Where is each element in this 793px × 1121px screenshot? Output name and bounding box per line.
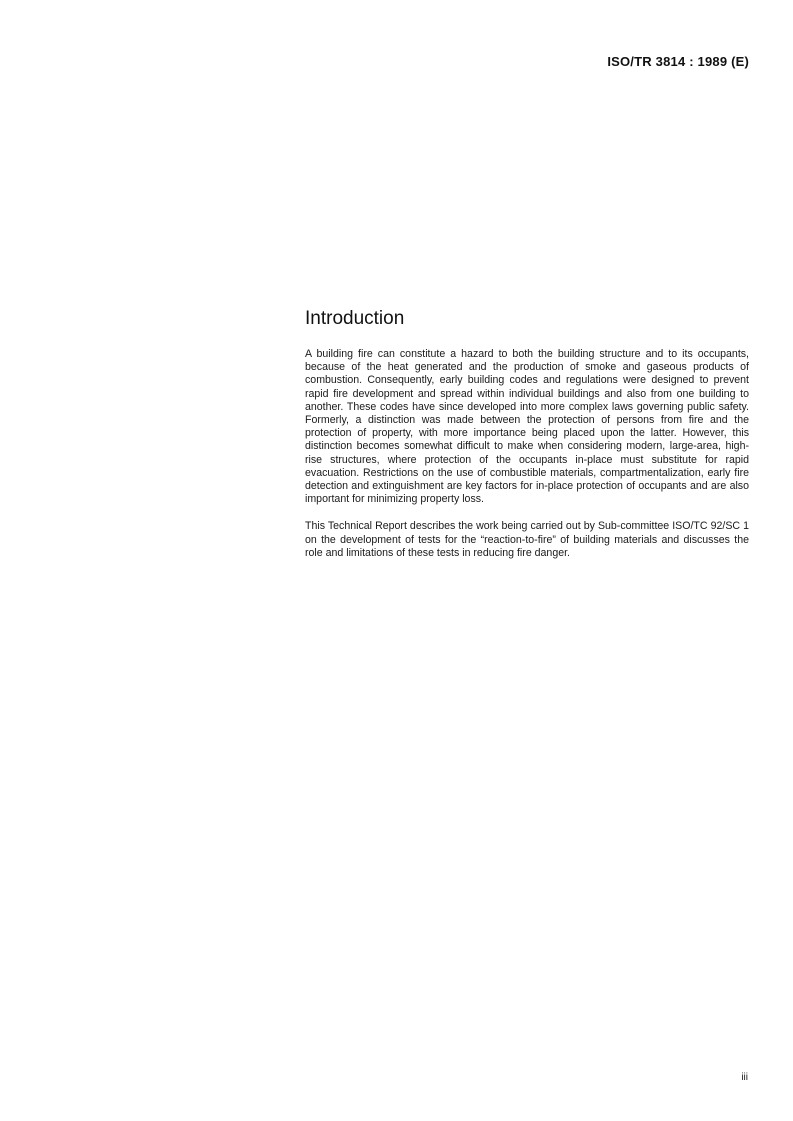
section-title: Introduction xyxy=(305,308,405,329)
paragraph: This Technical Report describes the work being carried out by Sub-committee ISO/TC 92/SC 1 on the development of tests for the “reaction-to-fire” of building materials and discusses the role and limitations of these tests in reducing fire danger. xyxy=(305,520,749,559)
introduction-section xyxy=(305,308,749,574)
paragraph: A building fire can constitute a hazard to both the building structure and to its occupants, because of the heat generated and the production of smoke and gaseous products of combustion. Consequently, early building codes and regulations were designed to prevent rapid fire development and spread within individual buildings and also from one building to another. These codes have since developed into more complex laws governing public safety. Formerly, a distinction was made between the protection of persons from fire and the protection of property, with more importance being placed upon the latter. However, this distinction becomes somewhat difficult to make when considering modern, large-area, high-rise structures, where protection of the occupants in-place must substitute for rapid evacuation. Restrictions on the use of combustible materials, compartmentalization, early fire detection and extinguishment are key factors for in-place protection of occupants and are also important for minimizing property loss. xyxy=(305,348,749,506)
document-header: ISO/TR 3814 : 1989 (E) xyxy=(607,54,749,69)
page-number: iii xyxy=(741,1072,748,1083)
